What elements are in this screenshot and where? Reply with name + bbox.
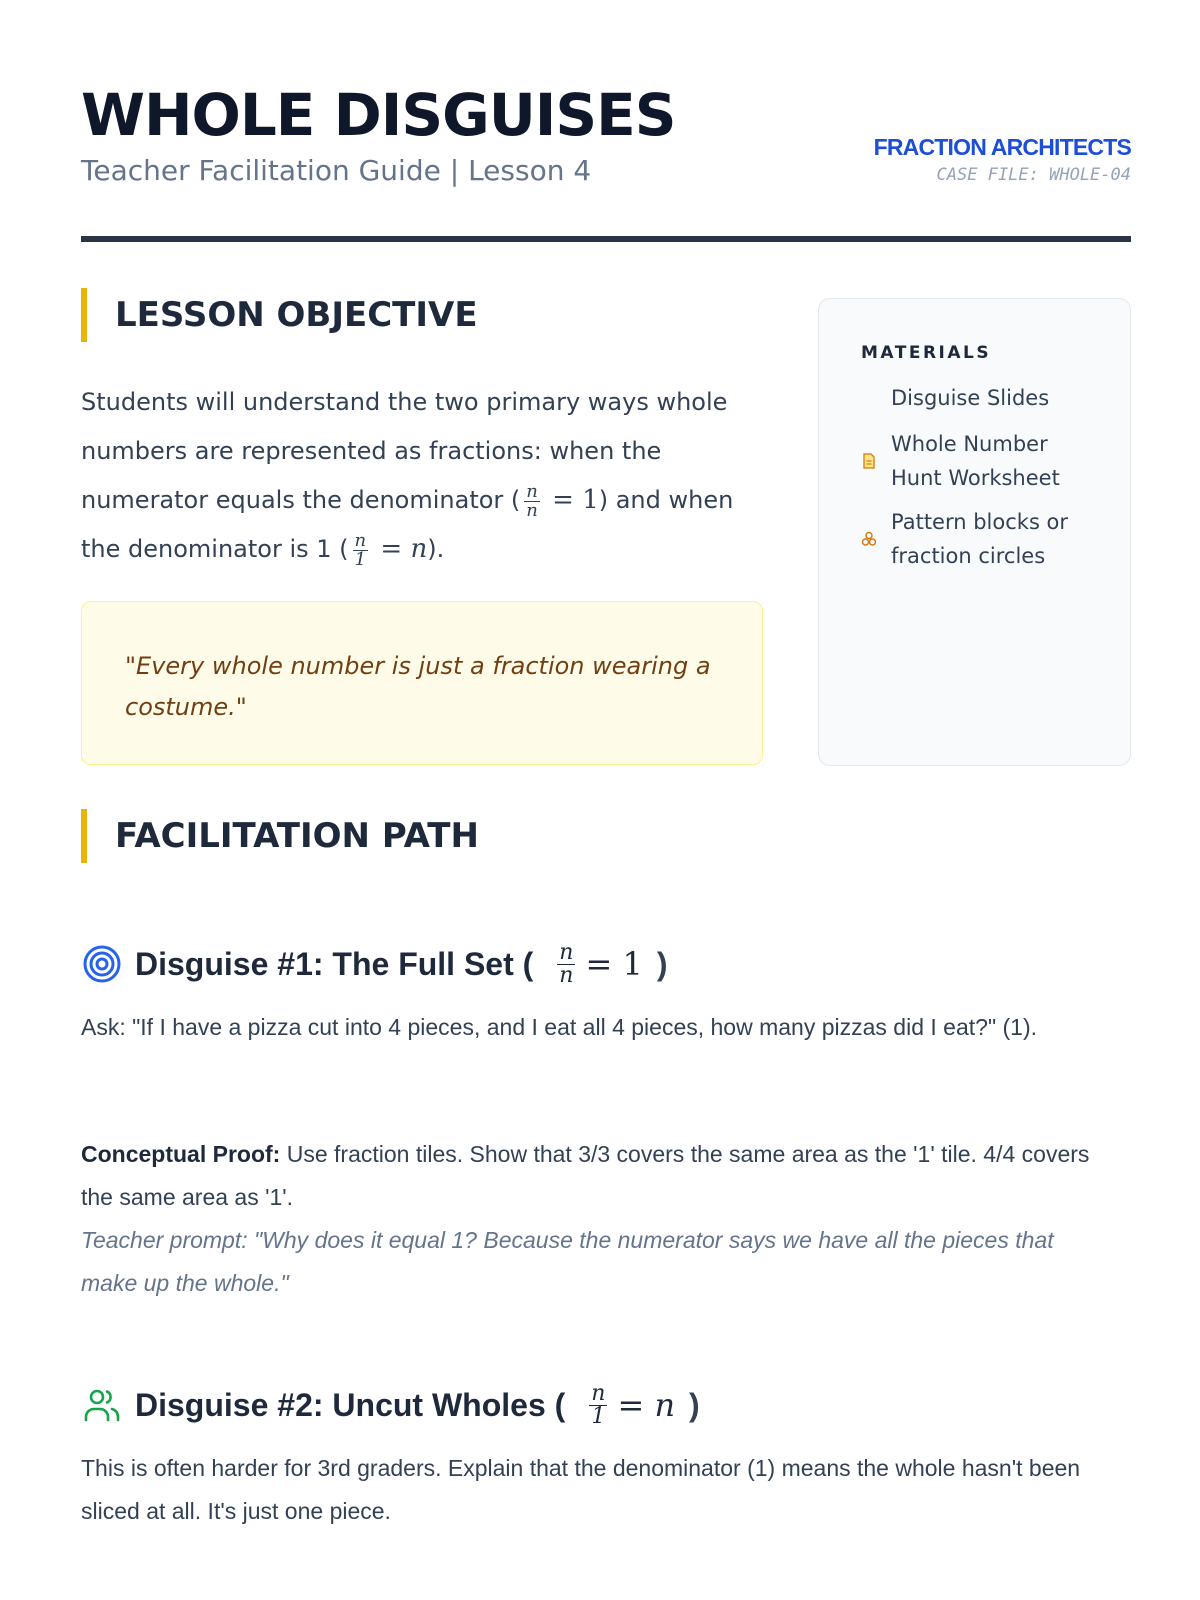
quote-text: "Every whole number is just a fraction wearing a costume." — [125, 652, 711, 721]
page-title: WHOLE DISGUISES — [81, 81, 676, 149]
disguise-1-heading — [81, 934, 667, 994]
materials-card — [818, 298, 1131, 766]
n-over-n-fraction: $\frac{n}{n}$ — [526, 480, 538, 521]
close-paren: ) — [689, 1386, 700, 1423]
equals-one: = 1 — [585, 945, 643, 983]
material-label: Disguise Slides — [891, 386, 1050, 410]
close-paren: ) — [656, 945, 668, 982]
teacher-prompt: Teacher prompt: "Why does it equal 1? Because the numerator says we have all the pieces that make up the whole." — [81, 1227, 1054, 1296]
disguise-1-title: Disguise #1: The Full Set ( — [135, 945, 534, 982]
objective-heading-label: LESSON OBJECTIVE — [115, 295, 478, 335]
brand-name: FRACTION ARCHITECTS — [873, 134, 1131, 160]
disguise-2-formula — [579, 1380, 676, 1429]
equals-n-math: = n — [372, 534, 428, 564]
disguise-1-proof — [81, 1133, 1091, 1305]
n-over-n-fraction: $\frac{n}{n}$ — [559, 939, 574, 988]
disguise-1-formula — [547, 939, 643, 988]
page-subtitle: Teacher Facilitation Guide | Lesson 4 — [81, 154, 592, 187]
heading-accent-bar — [81, 809, 87, 863]
equals-one-math: = 1 — [543, 485, 599, 515]
brand-block — [874, 133, 1131, 189]
material-item-worksheet — [861, 427, 1091, 495]
document-icon — [861, 453, 877, 469]
objective-text-part3: ). — [427, 535, 445, 563]
guide-page — [81, 0, 1131, 1600]
proof-text: Use fraction tiles. Show that 3/3 covers the same area as the '1' tile. 4/4 covers the same area as '1'. — [81, 1141, 1090, 1210]
materials-title: MATERIALS — [861, 343, 992, 363]
n-over-1-fraction: $\frac{n}{1}$ — [591, 1380, 606, 1429]
material-label: Whole Number Hunt Worksheet — [891, 432, 1060, 490]
heading-accent-bar — [81, 288, 87, 342]
blank-icon — [861, 390, 877, 406]
equals-n: = n — [617, 1386, 676, 1424]
material-label: Pattern blocks or fraction circles — [891, 510, 1069, 568]
material-item-shapes — [861, 505, 1091, 573]
material-item-slides — [861, 381, 1091, 415]
disguise-1-ask: Ask: "If I have a pizza cut into 4 pieces, and I eat all 4 pieces, how many pizzas did I eat?" (1). — [81, 1014, 1037, 1040]
facilitation-heading — [81, 809, 479, 863]
objective-heading — [81, 288, 478, 342]
disguise-2-title: Disguise #2: Uncut Wholes ( — [135, 1386, 566, 1423]
disguise-2-heading — [81, 1375, 700, 1435]
objective-text — [81, 378, 771, 574]
facilitation-heading-label: FACILITATION PATH — [115, 816, 479, 856]
disguise-2-text: This is often harder for 3rd graders. Explain that the denominator (1) means the whole hasn't been sliced at all. It's just one piece. — [81, 1455, 1081, 1524]
users-icon — [81, 1384, 123, 1426]
proof-label: Conceptual Proof: — [81, 1141, 281, 1167]
objective-text-part1: Students will understand the two primary ways whole numbers are represented as fractions: when the numerator equals the denominator ( — [81, 388, 728, 514]
header-divider — [81, 236, 1131, 242]
n-over-1-fraction: $\frac{n}{1}$ — [354, 529, 367, 570]
quote-callout — [81, 601, 763, 765]
shapes-icon — [861, 531, 877, 547]
target-icon — [81, 943, 123, 985]
case-file-id: CASE FILE: WHOLE-04 — [936, 165, 1131, 185]
objective-text-part2: ) and when the denominator is 1 ( — [81, 486, 734, 563]
